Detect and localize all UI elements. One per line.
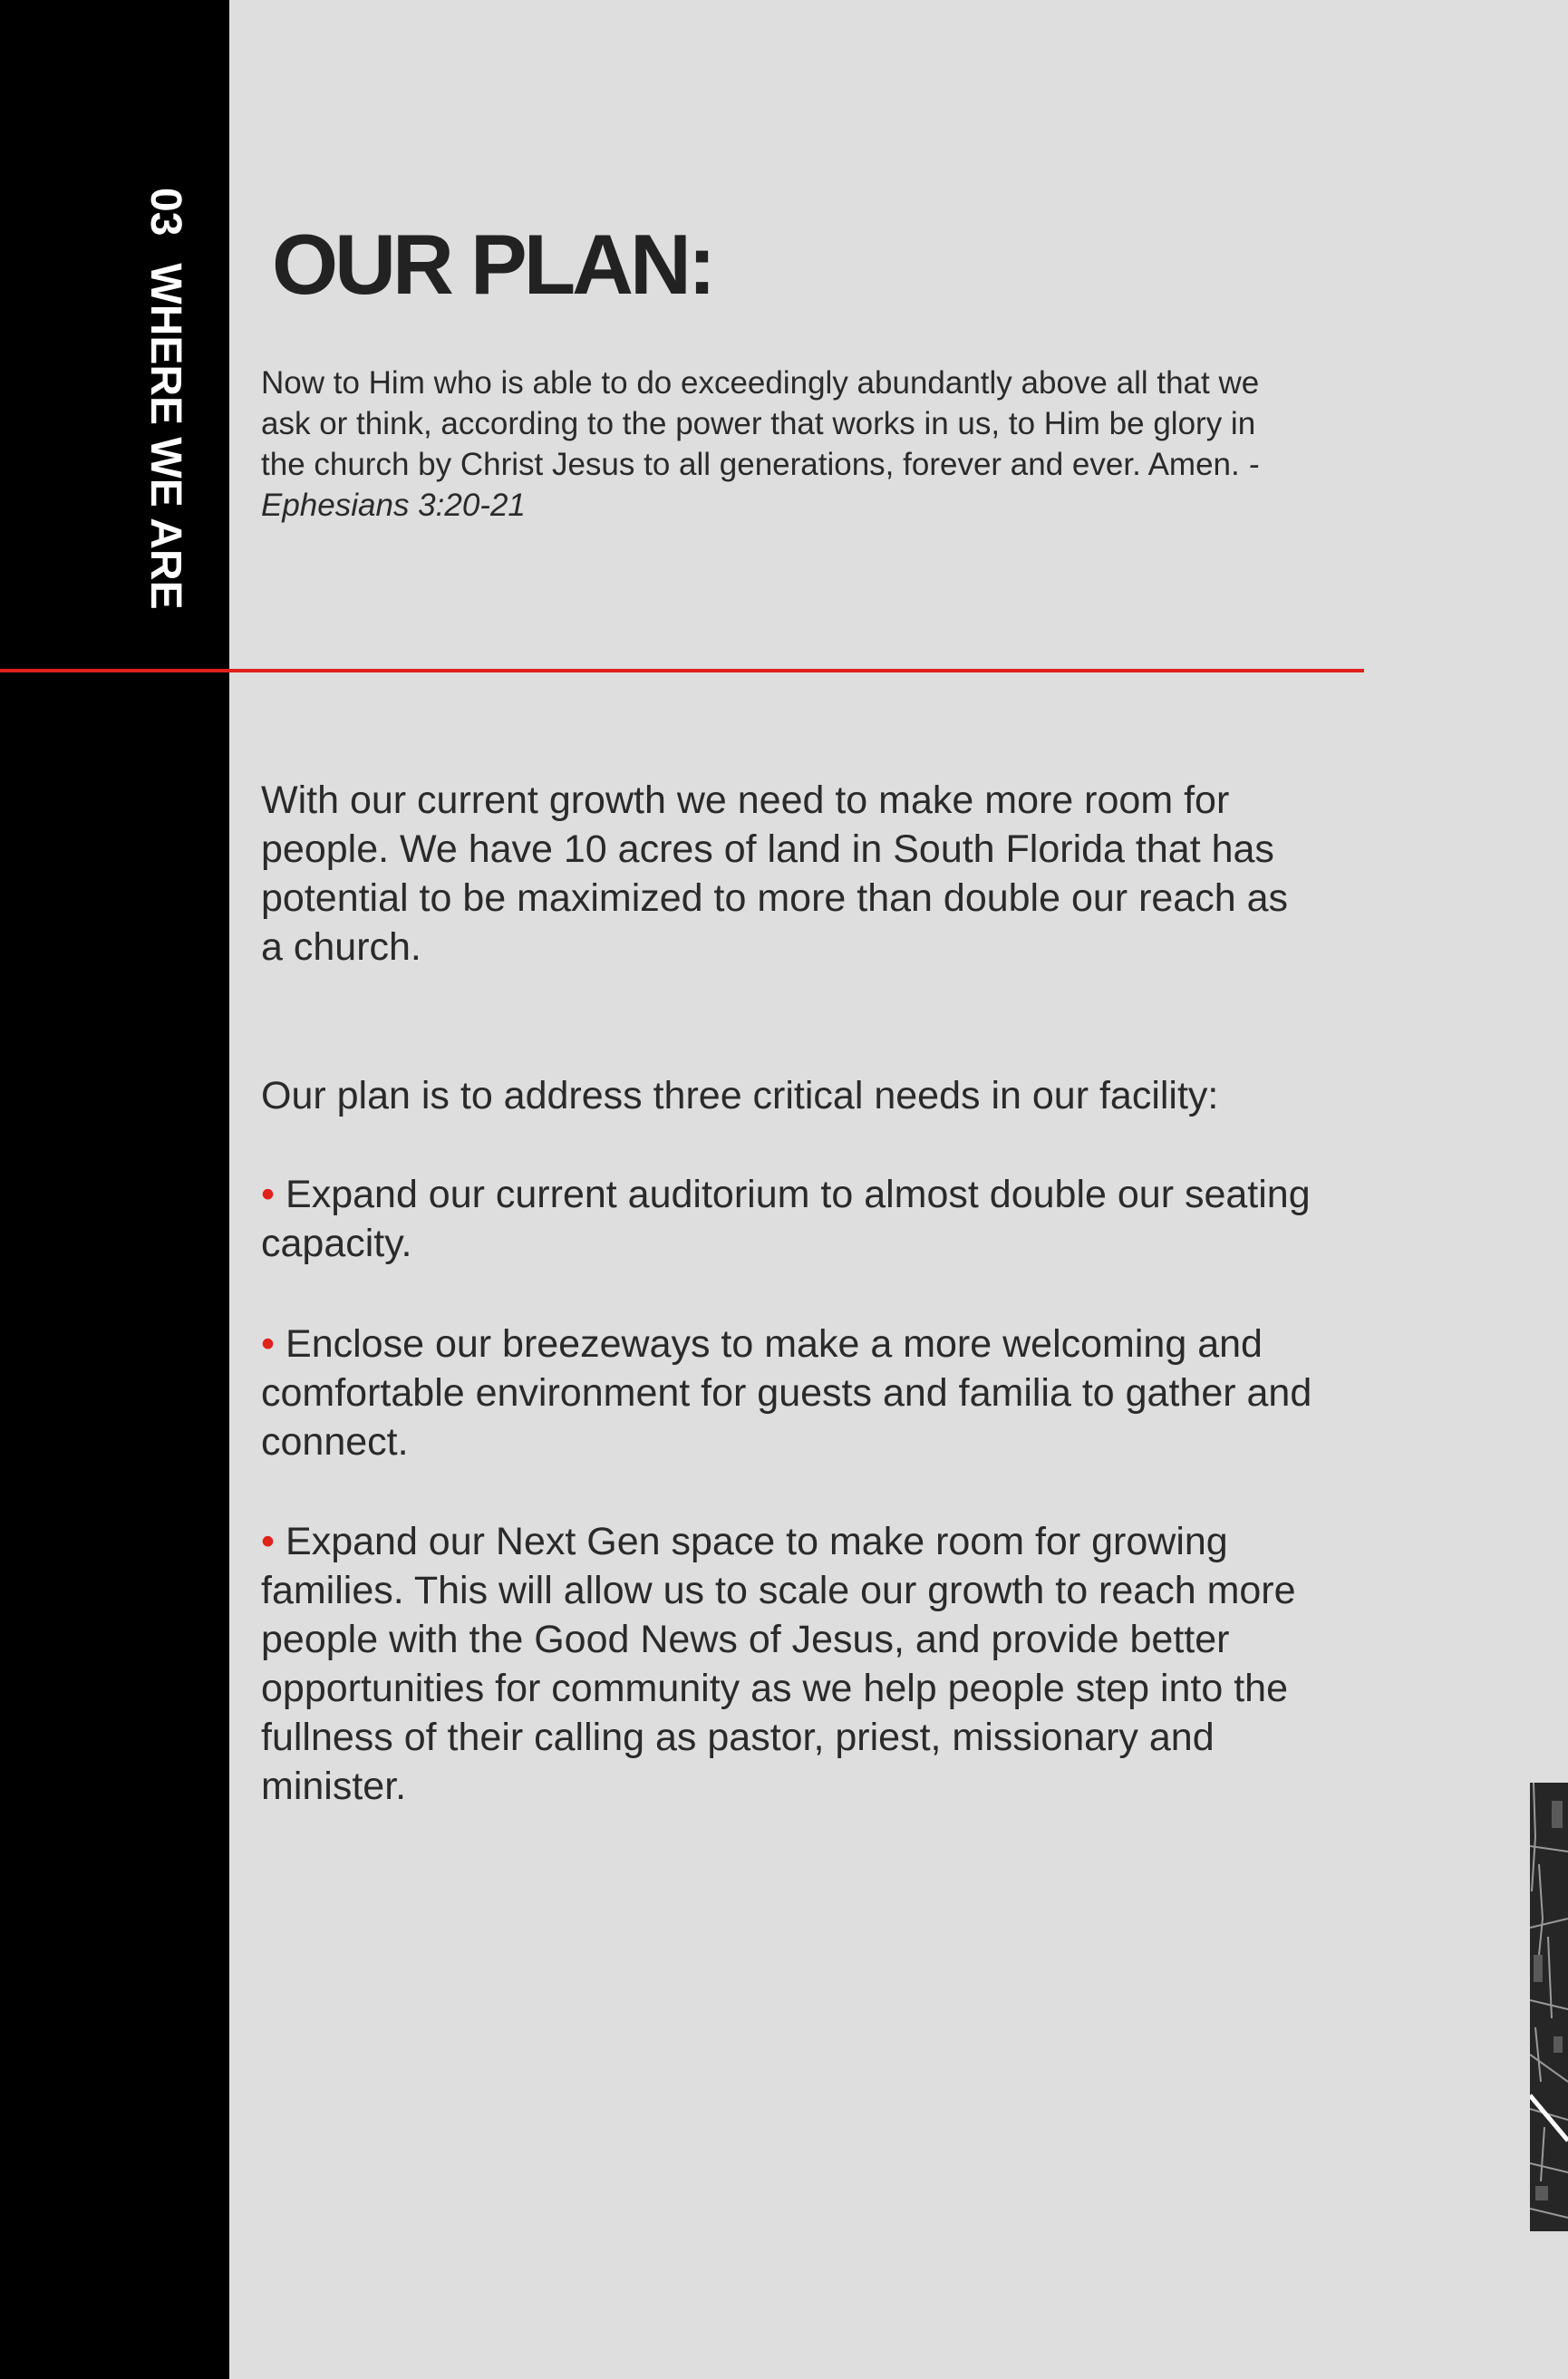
section-label <box>140 188 190 610</box>
list-item-text: Expand our Next Gen space to make room for growing families. This will allow us to scale our growth to reach more people with the Good News of Jesus, and provide better opportunities for community as we help people step into the fullness of their calling as pastor, priest, missionary and minister. <box>261 1520 1296 1808</box>
map-icon <box>1530 1783 1568 2231</box>
list-item <box>261 1320 1312 1466</box>
plan-intro: Our plan is to address three critical needs in our facility: <box>261 1074 1219 1117</box>
intro-paragraph: With our current growth we need to make more room for people. We have 10 acres of land in South Florida that has potential to be maximized to more than double our reach as a church. <box>261 778 1288 969</box>
section-title: WHERE WE ARE <box>141 263 189 610</box>
verse-reference: -Ephesians 3:20-21 <box>261 447 1260 523</box>
bullet-icon: • <box>261 1322 276 1366</box>
map-image-edge <box>1530 1783 1568 2231</box>
sidebar <box>0 0 229 2379</box>
scripture-verse <box>261 363 1276 526</box>
verse-text: Now to Him who is able to do exceedingly abundantly above all that we ask or think, according to the power that works in us, to Him be glory in the church by Christ Jesus to all generations, forever and ever. Amen. <box>261 365 1260 482</box>
list-item-text: Expand our current auditorium to almost double our seating capacity. <box>261 1173 1311 1265</box>
list-item <box>261 1517 1312 1811</box>
bullet-icon: • <box>261 1173 276 1216</box>
bullet-icon: • <box>261 1520 276 1563</box>
page-title: OUR PLAN: <box>272 217 713 312</box>
list-item-text: Enclose our breezeways to make a more welcoming and comfortable environment for guests and familia to gather and connect. <box>261 1322 1312 1464</box>
section-number: 03 <box>141 188 189 237</box>
list-item <box>261 1170 1312 1268</box>
red-divider <box>0 669 1364 672</box>
